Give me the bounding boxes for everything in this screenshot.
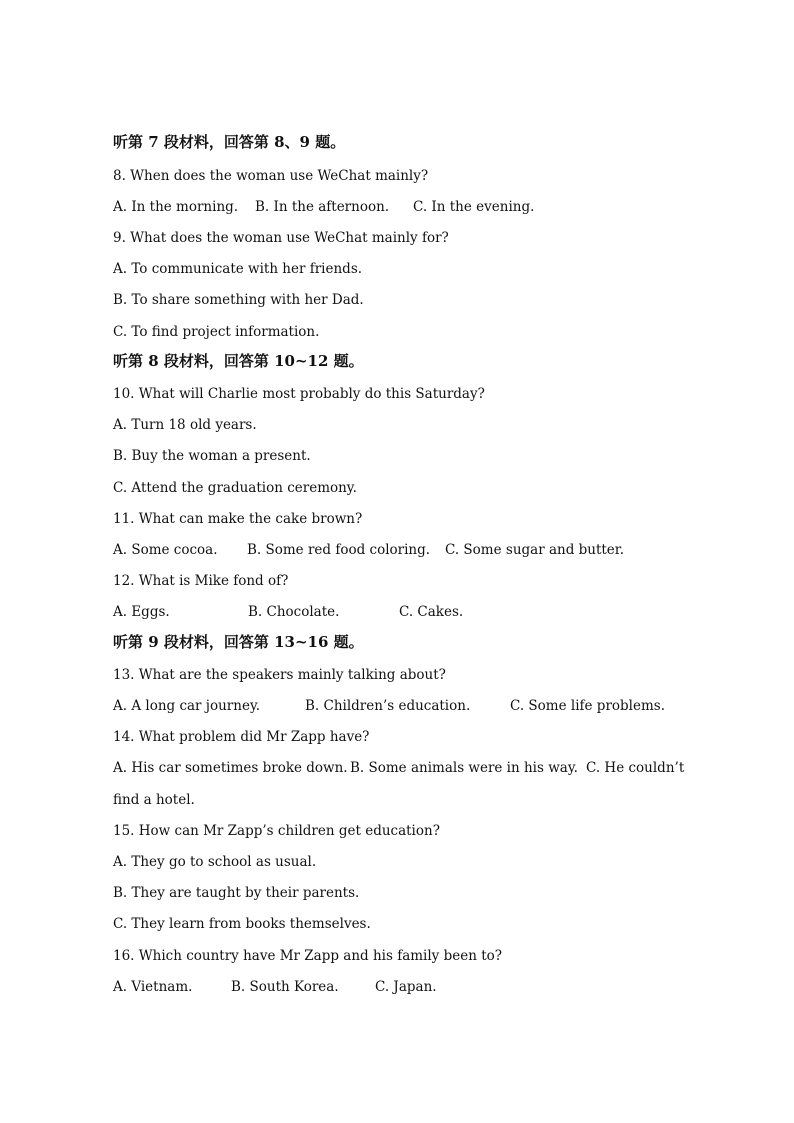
question-11: 11. What can make the cake brown? <box>113 511 363 527</box>
question-16-option-a: A. Vietnam. <box>113 979 193 995</box>
question-8-option-c: C. In the evening. <box>413 199 535 215</box>
question-15-option-a: A. They go to school as usual. <box>113 854 317 870</box>
question-10-option-c: C. Attend the graduation ceremony. <box>113 480 357 496</box>
question-14: 14. What problem did Mr Zapp have? <box>113 729 370 745</box>
question-12-option-a: A. Eggs. <box>113 604 170 620</box>
question-10-option-b: B. Buy the woman a present. <box>113 448 311 464</box>
question-15: 15. How can Mr Zapp’s children get education? <box>113 823 440 839</box>
question-9: 9. What does the woman use WeChat mainly for? <box>113 230 449 246</box>
question-12-option-b: B. Chocolate. <box>248 604 340 620</box>
question-15-option-c: C. They learn from books themselves. <box>113 916 371 932</box>
question-16-option-c: C. Japan. <box>375 979 437 995</box>
question-14-option-a: A. His car sometimes broke down. <box>113 760 348 776</box>
question-16-option-b: B. South Korea. <box>231 979 339 995</box>
question-14-option-c-continued: find a hotel. <box>113 792 195 808</box>
question-11-option-b: B. Some red food coloring. <box>247 542 431 558</box>
question-9-option-c: C. To find project information. <box>113 324 320 340</box>
question-14-option-b: B. Some animals were in his way. <box>350 760 578 776</box>
question-14-option-c: C. He couldn’t <box>586 760 685 776</box>
question-9-option-a: A. To communicate with her friends. <box>113 261 363 277</box>
section-heading-9: 听第 9 段材料，回答第 13~16 题。 <box>113 633 364 651</box>
question-15-option-b: B. They are taught by their parents. <box>113 885 360 901</box>
question-16: 16. Which country have Mr Zapp and his family been to? <box>113 948 502 964</box>
question-11-option-c: C. Some sugar and butter. <box>445 542 625 558</box>
section-heading-7: 听第 7 段材料，回答第 8、9 题。 <box>113 133 346 151</box>
question-8-option-b: B. In the afternoon. <box>255 199 390 215</box>
section-heading-8: 听第 8 段材料，回答第 10~12 题。 <box>113 352 364 370</box>
question-10: 10. What will Charlie most probably do this Saturday? <box>113 386 485 402</box>
question-8-option-a: A. In the morning. <box>113 199 239 215</box>
question-11-option-a: A. Some cocoa. <box>113 542 218 558</box>
question-13: 13. What are the speakers mainly talking about? <box>113 667 446 683</box>
question-8: 8. When does the woman use WeChat mainly? <box>113 168 429 184</box>
question-12: 12. What is Mike fond of? <box>113 573 289 589</box>
question-9-option-b: B. To share something with her Dad. <box>113 292 364 308</box>
question-13-option-b: B. Children’s education. <box>305 698 471 714</box>
question-12-option-c: C. Cakes. <box>399 604 464 620</box>
question-13-option-a: A. A long car journey. <box>113 698 261 714</box>
question-13-option-c: C. Some life problems. <box>510 698 665 714</box>
question-10-option-a: A. Turn 18 old years. <box>113 417 257 433</box>
